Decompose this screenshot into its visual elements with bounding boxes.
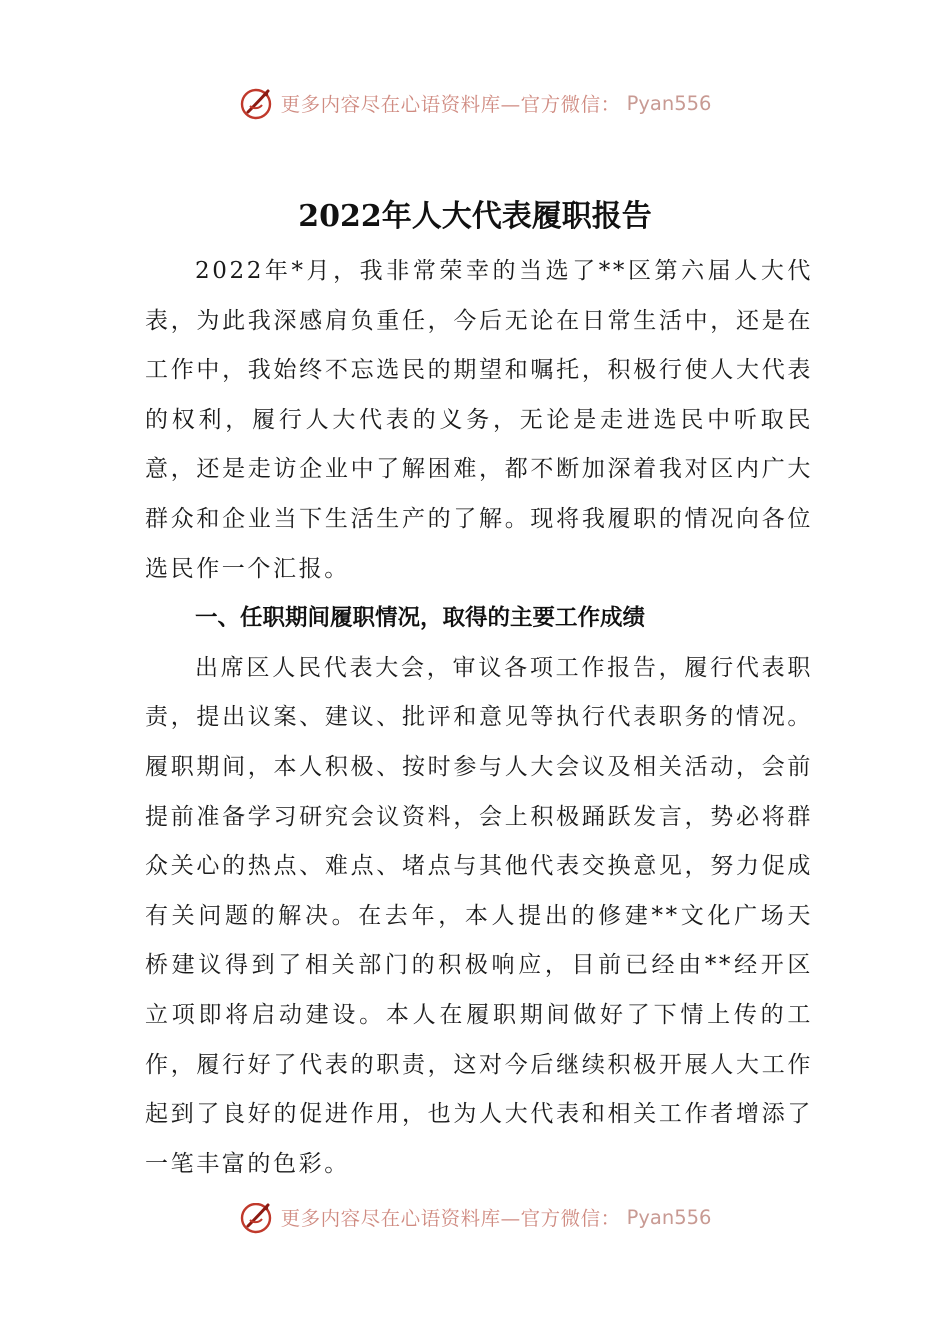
header-banner-contact: Pyan556 <box>626 91 712 115</box>
pen-logo-icon <box>239 85 275 121</box>
footer-watermark-banner <box>0 1203 950 1237</box>
pen-logo-icon <box>239 1203 275 1235</box>
header-banner-text: 更多内容尽在心语资料库—官方微信： <box>280 93 621 116</box>
document-body <box>145 247 813 1189</box>
intro-paragraph: 2022年*月，我非常荣幸的当选了**区第六届人大代表，为此我深感肩负重任，今后无论在日常生活中，还是在工作中，我始终不忘选民的期望和嘱托，积极行使人大代表的权利，履行人大代表的义务，无论是走进选民中听取民意，还是走访企业中了解困难，都不断加深着我对区内广大群众和企业当下生活生产的了解。现将我履职的情况向各位选民作一个汇报。 <box>145 258 813 582</box>
footer-banner-text: 更多内容尽在心语资料库—官方微信： <box>280 1207 621 1230</box>
header-watermark-banner <box>0 83 950 123</box>
footer-banner-content <box>239 1203 712 1235</box>
section-1-heading: 一、任职期间履职情况，取得的主要工作成绩 <box>195 605 646 632</box>
footer-banner-contact: Pyan556 <box>626 1205 712 1229</box>
section-1-paragraph: 出席区人民代表大会，审议各项工作报告，履行代表职责，提出议案、建议、批评和意见等执行代表职务的情况。履职期间，本人积极、按时参与人大会议及相关活动，会前提前准备学习研究会议资料，会上积极踊跃发言，势必将群众关心的热点、难点、堵点与其他代表交换意见，努力促成有关问题的解决。在去年，本人提出的修建**文化广场天桥建议得到了相关部门的积极响应，目前已经由**经开区立项即将启动建设。本人在履职期间做好了下情上传的工作，履行好了代表的职责，这对今后继续积极开展人大工作起到了良好的促进作用，也为人大代表和相关工作者增添了一笔丰富的色彩。 <box>145 654 813 1177</box>
document-title: 2022年人大代表履职报告 <box>298 199 652 234</box>
header-banner-content <box>239 85 712 121</box>
